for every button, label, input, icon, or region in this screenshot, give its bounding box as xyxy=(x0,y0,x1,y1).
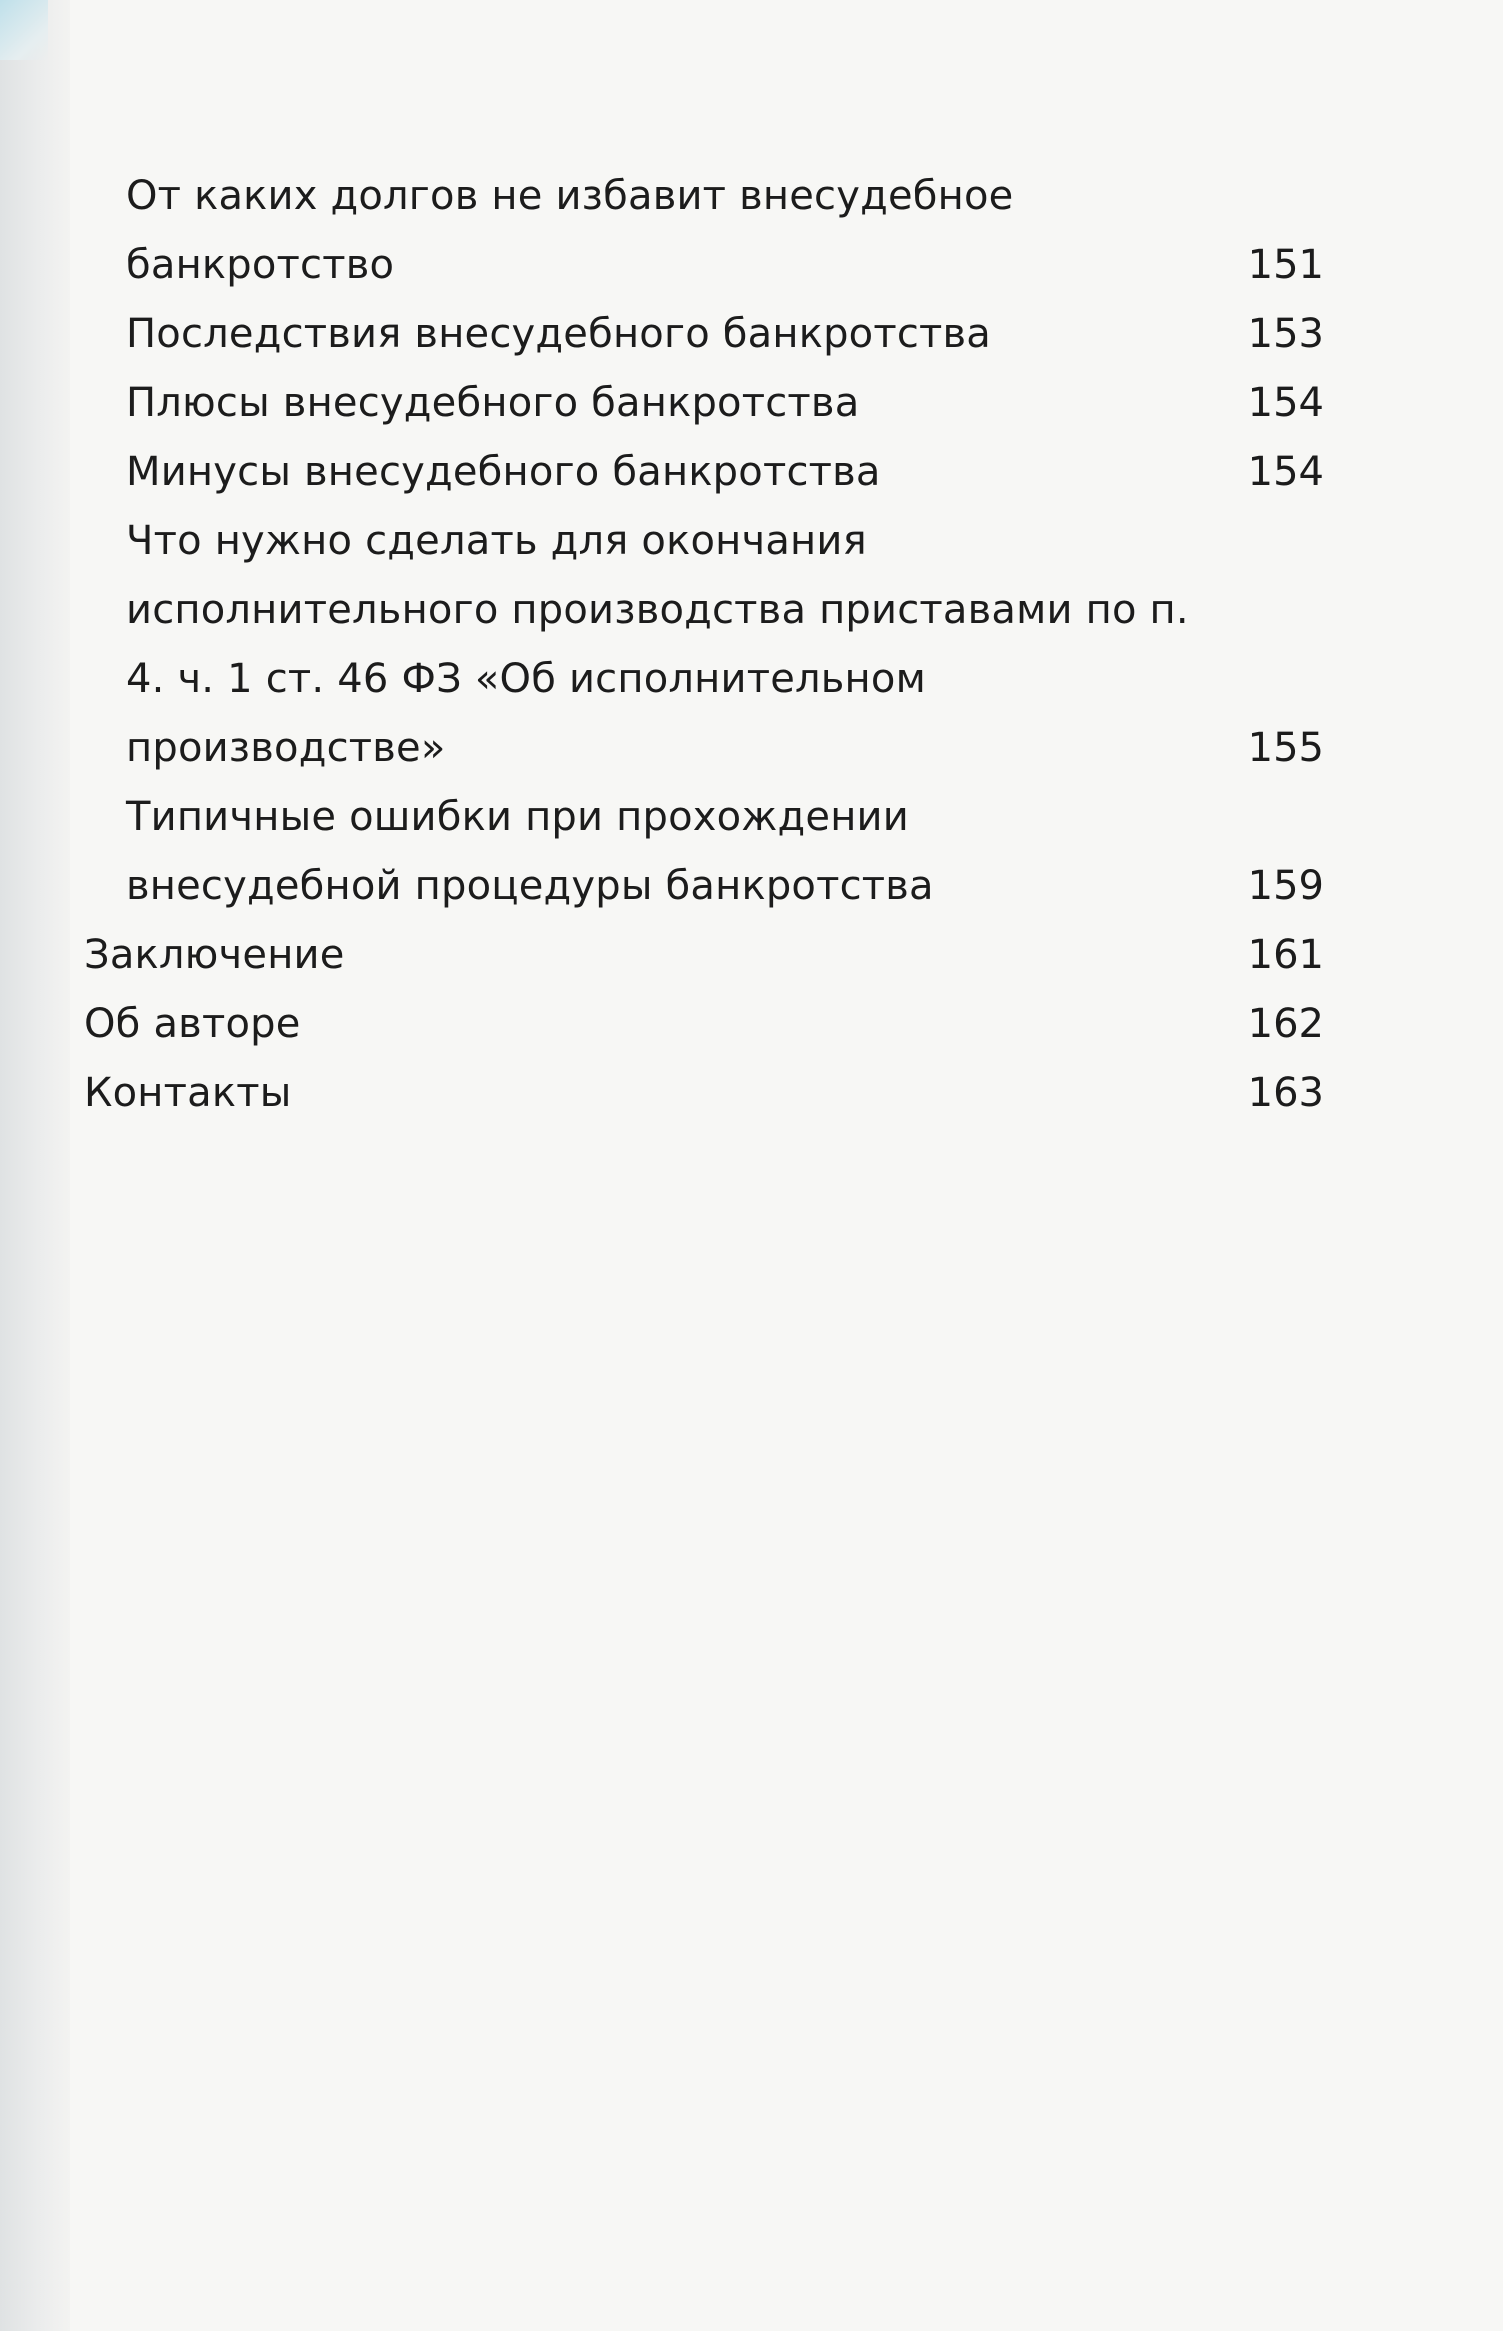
toc-entry[interactable] xyxy=(126,162,1216,300)
toc-entry-title-line: Плюсы внесудебного банкротства xyxy=(126,380,860,426)
toc-entry[interactable] xyxy=(126,438,1216,507)
toc-page-number: 153 xyxy=(1247,311,1324,357)
toc-entry-title-line: Об авторе xyxy=(84,1001,301,1047)
toc-entry-title-line: исполнительного производства приставами по п. xyxy=(126,587,1189,633)
toc-entry-title-line: банкротство xyxy=(126,242,395,288)
toc-entry[interactable] xyxy=(84,921,1216,990)
toc-page-number: 154 xyxy=(1247,449,1324,495)
toc-entry-title-line: Что нужно сделать для окончания xyxy=(126,518,867,564)
toc-page-number: 161 xyxy=(1247,932,1324,978)
toc-entry[interactable] xyxy=(126,300,1216,369)
toc-entry[interactable] xyxy=(84,990,1216,1059)
toc-entry-title-line: Минусы внесудебного банкротства xyxy=(126,449,881,495)
toc-page-number: 163 xyxy=(1247,1070,1324,1116)
toc-entry[interactable] xyxy=(126,507,1216,783)
toc-entry[interactable] xyxy=(84,1059,1216,1128)
toc-page-number: 155 xyxy=(1247,725,1324,771)
toc-page-number: 151 xyxy=(1247,242,1324,288)
toc-page-number: 159 xyxy=(1247,863,1324,909)
toc-entry[interactable] xyxy=(126,783,1216,921)
toc-entry-title-line: Контакты xyxy=(84,1070,292,1116)
toc-entry-title-line: Типичные ошибки при прохождении xyxy=(126,794,909,840)
toc-entry[interactable] xyxy=(126,369,1216,438)
toc-entry-title-line: Заключение xyxy=(84,932,345,978)
toc-page-number: 162 xyxy=(1247,1001,1324,1047)
toc-entry-title-line: 4. ч. 1 ст. 46 ФЗ «Об исполнительном xyxy=(126,656,926,702)
toc-page-number: 154 xyxy=(1247,380,1324,426)
toc-entry-title-line: Последствия внесудебного банкротства xyxy=(126,311,992,357)
toc-entry-title-line: От каких долгов не избавит внесудебное xyxy=(126,173,1014,219)
toc-entry-title-line: внесудебной процедуры банкротства xyxy=(126,863,934,909)
toc-entry-title-line: производстве» xyxy=(126,725,446,771)
